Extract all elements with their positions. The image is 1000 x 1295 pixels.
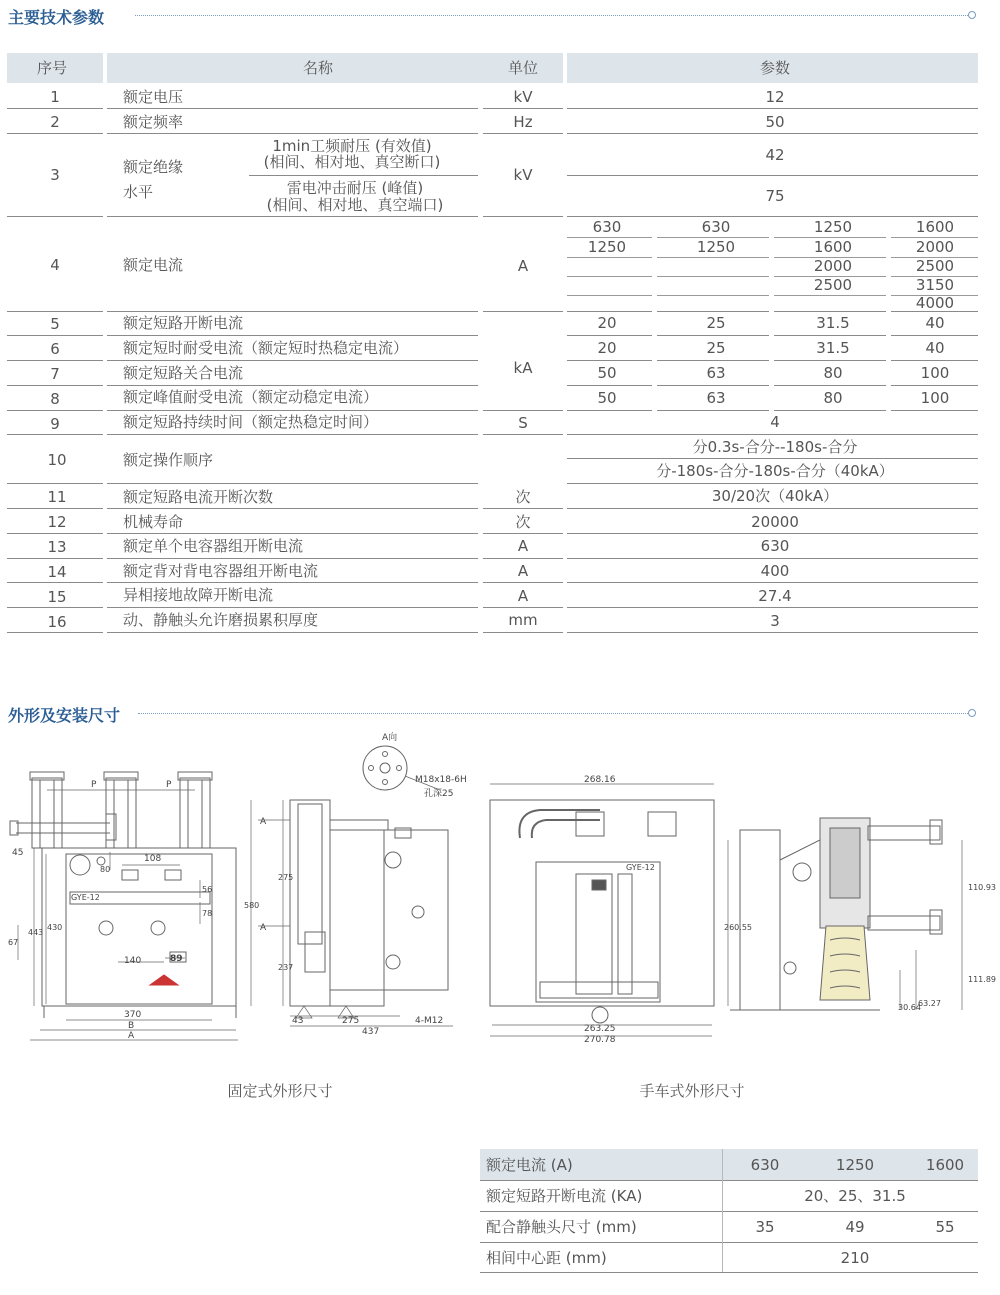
row16-unit: mm <box>508 611 538 629</box>
t2-row2-label: 额定短路开断电流 (KA) <box>486 1187 643 1205</box>
row14-name: 额定背对背电容器组开断电流 <box>123 562 319 580</box>
label-p1: P <box>91 780 97 790</box>
row12-name: 机械寿命 <box>123 513 184 531</box>
row1-name: 额定电压 <box>123 88 184 106</box>
section-divider-end <box>968 709 976 717</box>
row11-name: 额定短路电流开断次数 <box>123 488 274 506</box>
label-270: 270.78 <box>584 1035 616 1045</box>
row4-col3-v3: 2000 <box>813 257 853 275</box>
row1-unit: kV <box>513 88 533 106</box>
row16-no: 16 <box>47 613 67 631</box>
row4-unit: A <box>517 257 529 275</box>
label-arrow-a2: A <box>260 923 267 933</box>
outline-drawings <box>0 720 1000 1100</box>
label-437: 437 <box>362 1027 380 1037</box>
label-89: 89 <box>170 954 183 964</box>
label-30: 30.64 <box>898 1003 921 1012</box>
header-params: 参数 <box>759 59 791 77</box>
caption-fixed: 固定式外形尺寸 <box>227 1082 333 1100</box>
label-430: 430 <box>47 923 63 932</box>
row2-value: 50 <box>765 113 785 131</box>
row14-no: 14 <box>47 563 67 581</box>
row3-value2: 75 <box>765 187 785 205</box>
row11-unit: 次 <box>515 488 531 506</box>
t2-row1-v3: 1600 <box>925 1156 965 1174</box>
label-56: 56 <box>202 885 213 894</box>
caption-cart: 手车式外形尺寸 <box>639 1082 745 1100</box>
section-title-dimensions: 外形及安装尺寸 <box>8 706 121 725</box>
t2-row4-label: 相间中心距 (mm) <box>486 1249 607 1267</box>
row3-value1: 42 <box>765 146 785 164</box>
row11-value: 30/20次（40kA） <box>711 487 839 505</box>
header-name: 名称 <box>302 59 334 77</box>
row4-col2-v1: 630 <box>701 218 731 236</box>
row10-value2: 分-180s-合分-180s-合分（40kA） <box>656 462 894 480</box>
label-78: 78 <box>202 909 213 918</box>
row4-col3-v4: 2500 <box>813 276 853 294</box>
row12-no: 12 <box>47 513 67 531</box>
section-divider-end <box>968 11 976 19</box>
label-268: 268.16 <box>584 775 616 785</box>
row16-value: 3 <box>770 612 780 630</box>
row15-unit: A <box>517 587 529 605</box>
t2-row1-v1: 630 <box>750 1156 780 1174</box>
label-275: 275 <box>342 1016 360 1026</box>
row3-name-line1: 额定绝缘 <box>123 158 184 176</box>
row8-no: 8 <box>50 390 60 408</box>
row3-name-line2: 水平 <box>123 183 154 201</box>
label-580: 580 <box>244 901 260 910</box>
row9-name: 额定短路持续时间（额定热稳定时间） <box>123 413 379 431</box>
row3-unit: kV <box>513 166 533 184</box>
row8-v1: 50 <box>597 389 617 407</box>
label-80: 80 <box>100 865 111 874</box>
row6-no: 6 <box>50 340 60 358</box>
row4-name: 额定电流 <box>123 256 184 274</box>
row5-no: 5 <box>50 315 60 333</box>
row4-col4-v3: 2500 <box>915 257 955 275</box>
row2-unit: Hz <box>513 113 533 131</box>
t2-row3-v1: 35 <box>755 1218 775 1236</box>
row4-no: 4 <box>50 256 60 274</box>
row2-no: 2 <box>50 113 60 131</box>
t2-row3-v2: 49 <box>845 1218 865 1236</box>
fixed-front-view <box>10 772 238 1040</box>
t2-row2-value: 20、25、31.5 <box>804 1187 906 1205</box>
row10-no: 10 <box>47 451 67 469</box>
row14-value: 400 <box>760 562 790 580</box>
row14-unit: A <box>517 562 529 580</box>
row4-col4-v2: 2000 <box>915 238 955 256</box>
label-443: 443 <box>28 928 44 937</box>
label-hole: 孔深25 <box>424 789 454 799</box>
row9-unit: S <box>518 414 528 432</box>
row6-v1: 20 <box>597 339 617 357</box>
label-237: 237 <box>278 963 294 972</box>
row10-value1: 分0.3s-合分--180s-合分 <box>692 438 858 456</box>
row6-v3: 31.5 <box>816 339 850 357</box>
rows5-8-unit: kA <box>513 359 533 377</box>
label-a: A <box>128 1031 135 1041</box>
t2-row3-label: 配合静触头尺寸 (mm) <box>486 1218 637 1236</box>
row6-name: 额定短时耐受电流（额定短时热稳定电流） <box>123 339 409 357</box>
label-b: B <box>128 1021 135 1031</box>
row1-value: 12 <box>765 88 785 106</box>
label-p2: P <box>166 780 172 790</box>
row13-unit: A <box>517 537 529 555</box>
label-275v: 275 <box>278 873 294 882</box>
label-140: 140 <box>124 956 142 966</box>
row4-col1-v2: 1250 <box>587 238 627 256</box>
row8-name: 额定峰值耐受电流（额定动稳定电流） <box>123 388 379 406</box>
row7-v3: 80 <box>823 364 843 382</box>
row3-sub1-line2: (相间、相对地、真空断口) <box>263 153 441 171</box>
row10-name: 额定操作顺序 <box>123 451 214 469</box>
row7-no: 7 <box>50 365 60 383</box>
row5-v3: 31.5 <box>816 314 850 332</box>
section-divider <box>135 15 968 16</box>
section-divider <box>138 713 968 714</box>
header-no: 序号 <box>36 59 68 77</box>
row6-v2: 25 <box>706 339 726 357</box>
label-111: 111.89 <box>968 975 996 984</box>
label-arrow-a1: A <box>260 817 267 827</box>
row12-unit: 次 <box>515 513 531 531</box>
label-67: 67 <box>8 938 19 947</box>
label-263: 263.25 <box>584 1024 616 1034</box>
row5-v4: 40 <box>925 314 945 332</box>
row9-value: 4 <box>770 413 780 431</box>
row7-v4: 100 <box>920 364 950 382</box>
row3-no: 3 <box>50 166 60 184</box>
row13-name: 额定单个电容器组开断电流 <box>123 537 304 555</box>
row4-col3-v1: 1250 <box>813 218 853 236</box>
row4-col3-v2: 1600 <box>813 238 853 256</box>
row8-v3: 80 <box>823 389 843 407</box>
label-m12: 4-M12 <box>415 1016 444 1026</box>
row11-no: 11 <box>47 488 67 506</box>
row4-col4-v4: 3150 <box>915 276 955 294</box>
row6-v4: 40 <box>925 339 945 357</box>
row8-v2: 63 <box>706 389 726 407</box>
row5-name: 额定短路开断电流 <box>123 314 244 332</box>
row16-name: 动、静触头允许磨损累积厚度 <box>123 611 319 629</box>
label-260: 260.55 <box>724 923 752 932</box>
row4-col4-v5: 4000 <box>915 294 955 312</box>
label-gye-cart: GYE-12 <box>626 863 655 872</box>
label-m18: M18x18-6H <box>415 775 467 785</box>
row9-no: 9 <box>50 415 60 433</box>
row2-name: 额定频率 <box>123 113 184 131</box>
t2-row4-value: 210 <box>840 1249 870 1267</box>
row15-no: 15 <box>47 588 67 606</box>
row7-v2: 63 <box>706 364 726 382</box>
row8-v4: 100 <box>920 389 950 407</box>
label-gye-fixed: GYE-12 <box>71 893 100 902</box>
row4-col1-v1: 630 <box>592 218 622 236</box>
row7-name: 额定短路关合电流 <box>123 364 244 382</box>
row4-col2-v2: 1250 <box>696 238 736 256</box>
t2-row1-label: 额定电流 (A) <box>486 1156 573 1174</box>
label-43: 43 <box>292 1016 304 1026</box>
label-45: 45 <box>12 848 24 858</box>
section-title-params: 主要技术参数 <box>8 8 105 27</box>
label-370: 370 <box>124 1010 142 1020</box>
label-a-dir: A向 <box>382 733 398 743</box>
label-63: 63.27 <box>918 999 941 1008</box>
cart-side-view <box>730 818 962 1010</box>
row5-v1: 20 <box>597 314 617 332</box>
row13-value: 630 <box>760 537 790 555</box>
row3-sub1-line1: 1min工频耐压 (有效值) <box>272 137 432 155</box>
row15-value: 27.4 <box>758 587 792 605</box>
cart-front-view <box>490 784 728 1036</box>
row4-col4-v1: 1600 <box>915 218 955 236</box>
row3-sub2-line1: 雷电冲击耐压 (峰值) <box>286 179 424 197</box>
t2-row1-v2: 1250 <box>835 1156 875 1174</box>
fixed-side-view <box>251 800 453 1026</box>
row1-no: 1 <box>50 88 60 106</box>
label-110: 110.93 <box>968 883 996 892</box>
row12-value: 20000 <box>751 513 799 531</box>
header-unit: 单位 <box>507 59 539 77</box>
row13-no: 13 <box>47 538 67 556</box>
t2-row3-v3: 55 <box>935 1218 955 1236</box>
row5-v2: 25 <box>706 314 726 332</box>
row3-sub2-line2: (相间、相对地、真空端口) <box>266 196 444 214</box>
row7-v1: 50 <box>597 364 617 382</box>
label-108: 108 <box>144 854 162 864</box>
row15-name: 异相接地故障开断电流 <box>123 586 274 604</box>
